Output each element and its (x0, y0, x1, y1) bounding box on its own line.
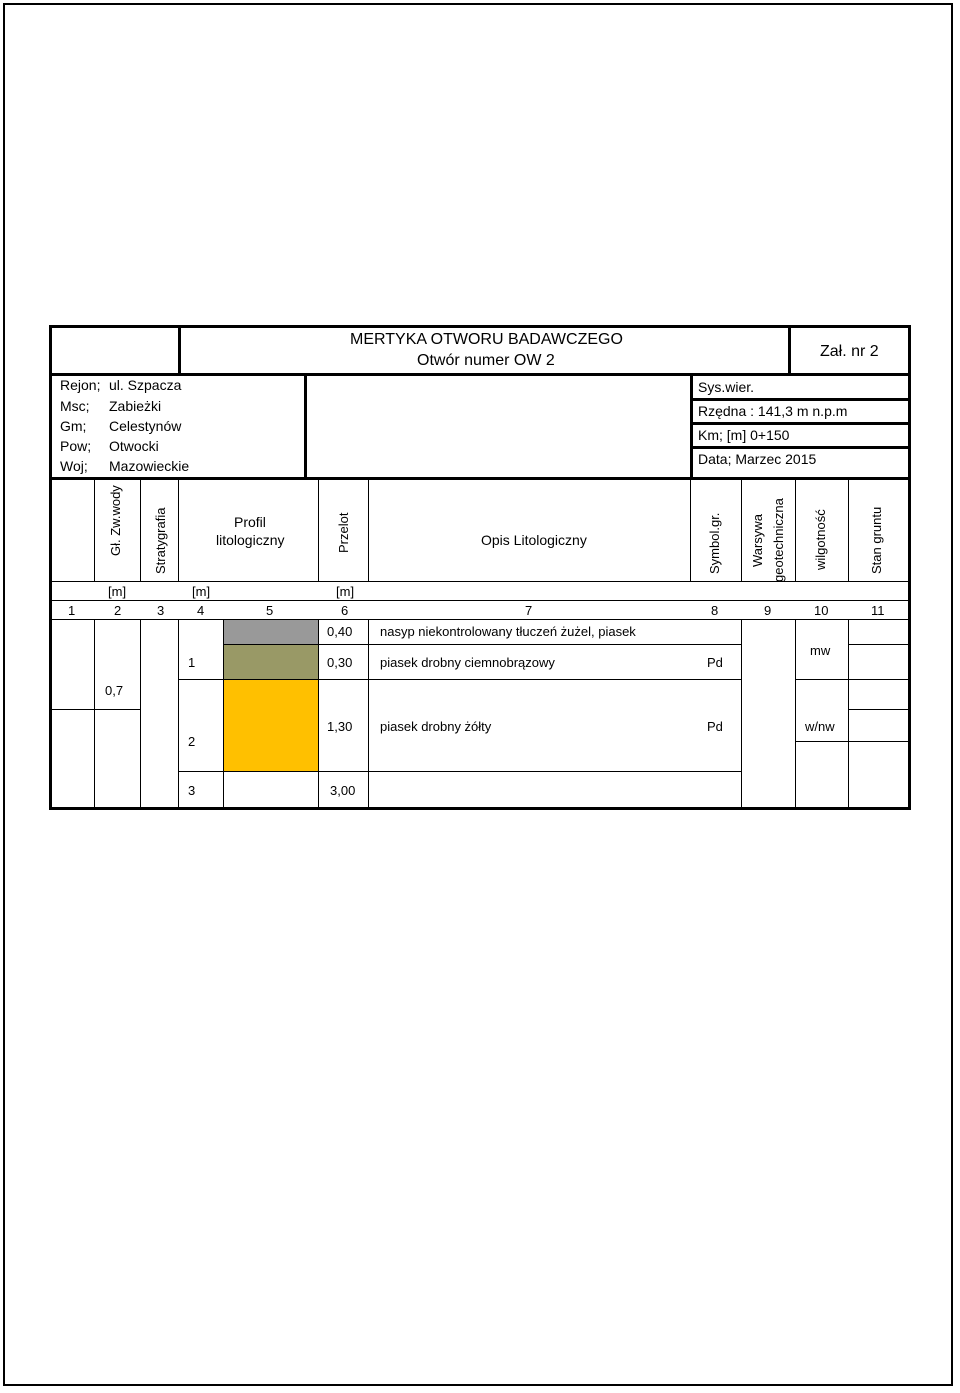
layer-depth: 3,00 (330, 783, 356, 798)
col-sep-4 (318, 480, 319, 582)
layer-fill-1 (223, 620, 318, 645)
gm-value: Celestynów (109, 418, 182, 434)
col-number: 6 (341, 603, 349, 618)
stan-line-3 (848, 709, 908, 710)
layer-symbol: Pd (707, 655, 723, 670)
layer-description: piasek drobny żółty (380, 719, 492, 734)
body-sep-2 (140, 620, 141, 808)
wilg-line-3 (795, 741, 848, 742)
col-number: 1 (68, 603, 76, 618)
unit-przelot: [m] (336, 584, 355, 599)
col-number: 10 (814, 603, 829, 618)
header-row-line-2 (690, 422, 911, 425)
rejon-value: ul. Szpacza (109, 377, 182, 393)
header-row-line-1 (690, 398, 911, 401)
col-sep-9 (848, 480, 849, 582)
col-number: 2 (114, 603, 122, 618)
date: Data; Marzec 2015 (698, 451, 817, 467)
header-left-border (49, 325, 52, 480)
layer-fill-2 (223, 645, 318, 679)
units-row-top (51, 581, 908, 582)
body-sep-7 (741, 620, 742, 808)
moisture-value: w/nw (805, 719, 835, 734)
borehole-number: Otwór numer OW 2 (417, 352, 555, 369)
stan-line-1 (848, 644, 908, 645)
col-header-profil: Profil (234, 514, 266, 530)
page-frame (3, 3, 953, 1386)
col-header-przelot: Przelot (336, 512, 351, 553)
body-sep-1 (94, 620, 95, 808)
body-sep-8 (795, 620, 796, 808)
header-divider-b (788, 325, 791, 375)
col-header-symbol: Symbol.gr. (707, 512, 722, 574)
geotech-layer-number: 1 (188, 655, 196, 670)
table-right-border (908, 480, 911, 810)
col-header-gl-zw-wody: Gł. Zw.wody (108, 485, 123, 556)
body-sep-4 (223, 620, 224, 808)
rejon-label: Rejon; (60, 377, 101, 393)
woj-label: Woj; (60, 458, 88, 474)
attachment-number: Zał. nr 2 (820, 343, 879, 360)
header-right-border (908, 325, 911, 480)
msc-value: Zabieżki (109, 398, 162, 414)
unit-gl-zw: [m] (108, 584, 127, 599)
body-sep-6 (368, 620, 369, 808)
layer-description: piasek drobny ciemnobrązowy (380, 655, 555, 670)
geotech-layer-number: 3 (188, 783, 196, 798)
header-divider-c (304, 373, 307, 480)
numbers-row-bottom (51, 619, 908, 620)
col-sep-2 (140, 480, 141, 582)
col-header-stan-gruntu: Stan gruntu (869, 506, 884, 574)
col-header-wilgotnosc: wilgotność (813, 509, 828, 570)
col-sep-3 (178, 480, 179, 582)
layer-fill-3 (223, 680, 318, 771)
body-sep-9 (848, 620, 849, 808)
layer-description: nasyp niekontrolowany tłuczeń żużel, piasek (380, 624, 636, 639)
col-header-opis: Opis Litologiczny (481, 532, 587, 548)
woj-value: Mazowieckie (109, 458, 190, 474)
col-number: 8 (711, 603, 719, 618)
gm-label: Gm; (60, 418, 87, 434)
table-left-border (49, 480, 52, 810)
col-header-geotechniczna: geotechniczna (771, 498, 786, 582)
pow-label: Pow; (60, 438, 92, 454)
col-sep-7 (741, 480, 742, 582)
col-sep-6 (690, 480, 691, 582)
col-header-warstwa: Warsywa (750, 514, 765, 567)
col-header-stratygrafia: Stratygrafia (153, 507, 168, 574)
layer-depth: 0,40 (327, 624, 353, 639)
col-sep-8 (795, 480, 796, 582)
col-sep-1 (94, 480, 95, 582)
col-number: 5 (266, 603, 274, 618)
table-bottom-border (49, 807, 911, 810)
layer-line-1 (223, 644, 741, 645)
moisture-value: mw (810, 643, 831, 658)
layer-depth: 0,30 (327, 655, 353, 670)
col-number: 11 (871, 603, 885, 618)
col-number: 9 (764, 603, 772, 618)
pow-value: Otwocki (109, 438, 159, 454)
sys-wier: Sys.wier. (698, 379, 755, 395)
header-divider-d (690, 373, 693, 480)
header-row-line-3 (690, 446, 911, 449)
stan-line-4 (848, 741, 908, 742)
header-divider-a (178, 325, 181, 375)
layer-depth: 1,30 (327, 719, 353, 734)
layer-symbol: Pd (707, 719, 723, 734)
body-sep-5 (318, 620, 319, 808)
col-header-litologiczny: litologiczny (216, 532, 285, 548)
geotech-layer-number: 2 (188, 734, 196, 749)
col-sep-5 (368, 480, 369, 582)
col-number: 3 (157, 603, 165, 618)
numbers-row-top (51, 600, 908, 601)
water-line (51, 709, 140, 710)
km: Km; [m] 0+150 (698, 427, 790, 443)
body-sep-3 (178, 620, 179, 808)
col-number: 7 (525, 603, 533, 618)
document-title: MERTYKA OTWORU BADAWCZEGO (350, 331, 623, 348)
col-number: 4 (197, 603, 205, 618)
layer-line-3 (178, 771, 741, 772)
header-mid-border (49, 373, 911, 376)
layer-line-2 (178, 679, 741, 680)
water-depth: 0,7 (105, 683, 124, 698)
wilg-line-2 (795, 679, 908, 680)
unit-profil: [m] (192, 584, 211, 599)
rzedna: Rzędna : 141,3 m n.p.m (698, 403, 848, 419)
msc-label: Msc; (60, 398, 90, 414)
